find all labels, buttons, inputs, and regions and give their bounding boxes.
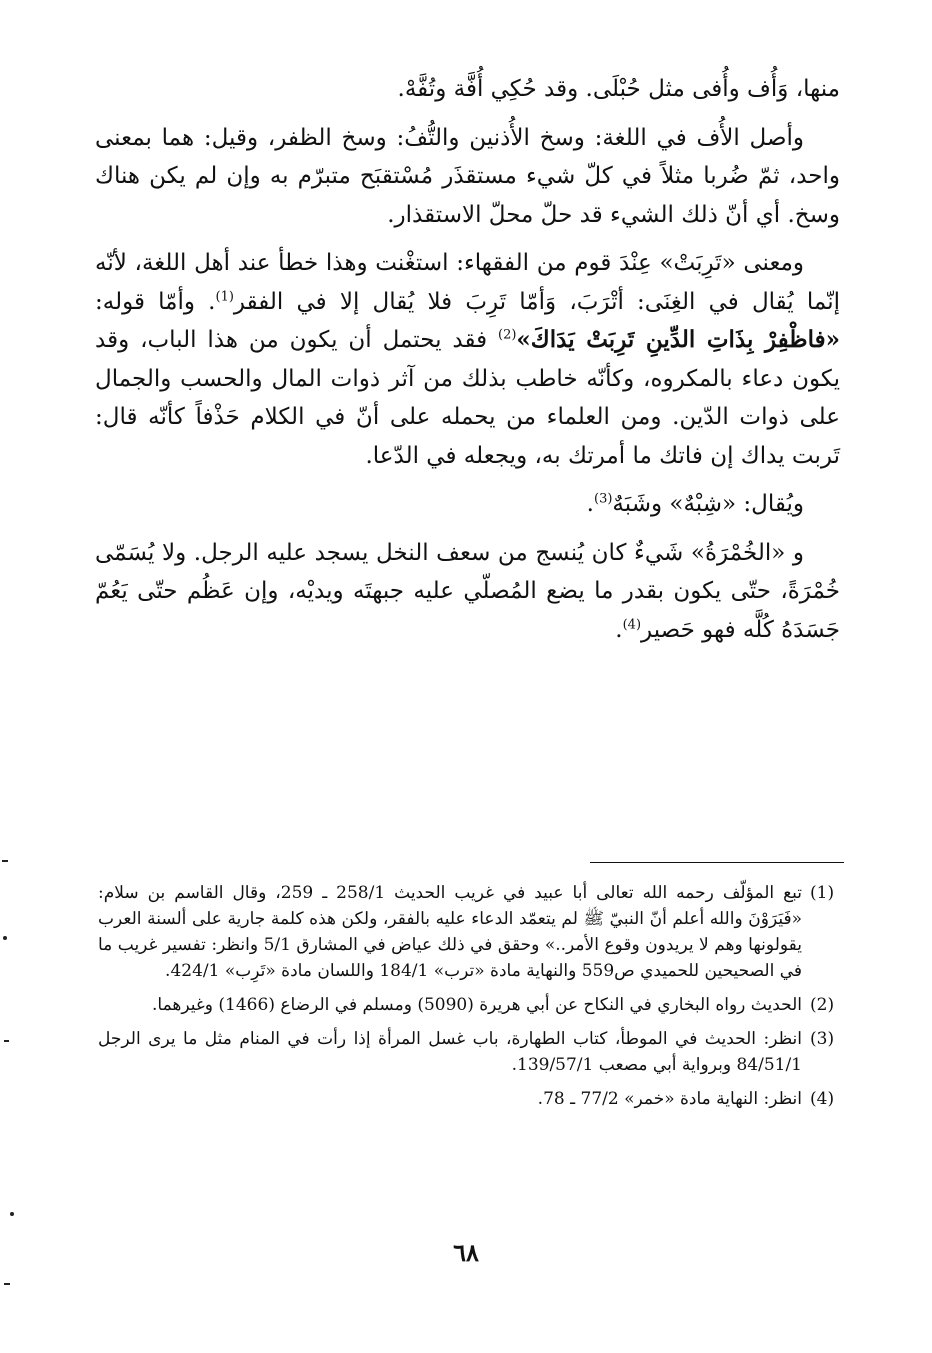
footnote-separator bbox=[590, 862, 844, 863]
scan-mark bbox=[2, 860, 8, 862]
footnote-text: الحديث رواه البخاري في النكاح عن أبي هريرة (5090) ومسلم في الرضاع (1466) وغيرهما. bbox=[152, 995, 802, 1015]
paragraph-4 bbox=[95, 485, 840, 524]
footnote-text: انظر: الحديث في الموطأ، كتاب الطهارة، باب غسل المرأة إذا رأت في المنام مثل ما يرى الرجل 84/51/1 وبرواية أبي مصعب 139/57/1. bbox=[98, 1029, 802, 1075]
footnote-ref-1[interactable]: (1) bbox=[215, 288, 234, 304]
footnote-text: انظر: النهاية مادة «خمر» 77/2 ـ 78. bbox=[537, 1089, 802, 1109]
paragraph-5-end: . bbox=[615, 616, 623, 643]
paragraph-5-text: و «الخُمْرَةُ» شَيءٌ كان يُنسج من سعف النخل يسجد عليه الرجل. ولا يُسَمّى خُمْرَةً، حتّى يكون بقدر ما يضع المُصلّي عليه جبهتَه ويديْه، وإن عَظُم حتّى يَعُمّ جَسَدَهُ كُلَّه فهو حَصير bbox=[95, 539, 840, 643]
footnote-4 bbox=[98, 1086, 850, 1112]
footnotes-section bbox=[98, 880, 850, 1120]
paragraph-1: منها، وَأُف وأُفى مثل حُبْلَى. وقد حُكِي أُفَّة وتُفَّهْ. bbox=[397, 76, 840, 102]
paragraph-3-part-3: فقد يحتمل أن يكون من هذا الباب، وقد يكون دعاء بالمكروه، وكأنّه خاطب بذلك من آثر ذوات المال والحسب والجمال على ذوات الدّين. ومن العلماء من يحمله على أنّ في الكلام حَذْفاً كأنّه قال: تَربت يداك إن فاتك ما أمرتك به، ويجعله في الدّعا. bbox=[95, 327, 840, 469]
scan-mark bbox=[4, 1283, 10, 1285]
footnote-3 bbox=[98, 1026, 850, 1078]
footnote-1 bbox=[98, 880, 850, 984]
hadith-quote: «فاظْفِرْ بِذَاتِ الدِّينِ تَرِبَتْ يَدَاكَ» bbox=[516, 326, 840, 353]
footnote-2 bbox=[98, 992, 850, 1018]
scan-mark bbox=[3, 936, 7, 940]
footnote-number: (3) bbox=[810, 1029, 835, 1049]
footnote-ref-3[interactable]: (3) bbox=[593, 491, 613, 507]
footnote-ref-2[interactable]: (2) bbox=[497, 327, 517, 343]
scan-mark bbox=[10, 1212, 14, 1216]
paragraph-3 bbox=[95, 244, 840, 475]
page-number: ٦٨ bbox=[453, 1238, 479, 1267]
paragraph-4-text: ويُقال: «شِبْهٌ» وشَبَهٌ bbox=[612, 491, 804, 517]
footnote-number: (1) bbox=[810, 883, 835, 903]
scan-mark bbox=[4, 1040, 9, 1042]
footnote-number: (2) bbox=[810, 995, 835, 1015]
footnote-text: تبع المؤلّف رحمه الله تعالى أبا عبيد في غريب الحديث 258/1 ـ 259، وقال القاسم بن سلام: «فَيَرَوْنَ والله أعلم أنّ النبيّ ﷺ لم يتعمّد الدعاء عليه بالفقر، ولكن هذه كلمة جارية على ألسنة العرب يقولونها وهم لا يريدون وقوع الأمر..» وحقق في ذلك عياض في المشارق 5/1 وانظر: تفسير غريب ما في الصحيحين للحميدي ص559 والنهاية مادة «ترب» 184/1 واللسان مادة «تَرِب» 424/1. bbox=[98, 883, 802, 981]
footnote-number: (4) bbox=[810, 1089, 835, 1109]
paragraph-5 bbox=[95, 534, 840, 650]
paragraph-3-part-1: ومعنى «تَرِبَتْ» عِنْدَ قوم من الفقهاء: استغْنت وهذا خطأ عند أهل اللغة، لأنّه إنّما يُقال في الغِنَى: أتْرَبَ، وَأمّا تَرِبَ فلا يُقال إلا في الفقر bbox=[95, 250, 840, 315]
main-text-block bbox=[95, 70, 840, 659]
paragraph-3-part-2: . وأمّا قوله: bbox=[95, 288, 216, 315]
paragraph-4-end: . bbox=[586, 491, 594, 517]
paragraph-2: وأصل الأُف في اللغة: وسخ الأُذنين والتُّفُ: وسخ الظفر، وقيل: هما بمعنى واحد، ثمّ ضُربا مثلاً في كلّ شيء مستقذَر مُسْتقبَح متبرّم به وإن لم يكن هناك وسخ. أي أنّ ذلك الشيء قد حلّ محلّ الاستقذار. bbox=[95, 124, 840, 228]
footnote-ref-4[interactable]: (4) bbox=[622, 616, 642, 632]
